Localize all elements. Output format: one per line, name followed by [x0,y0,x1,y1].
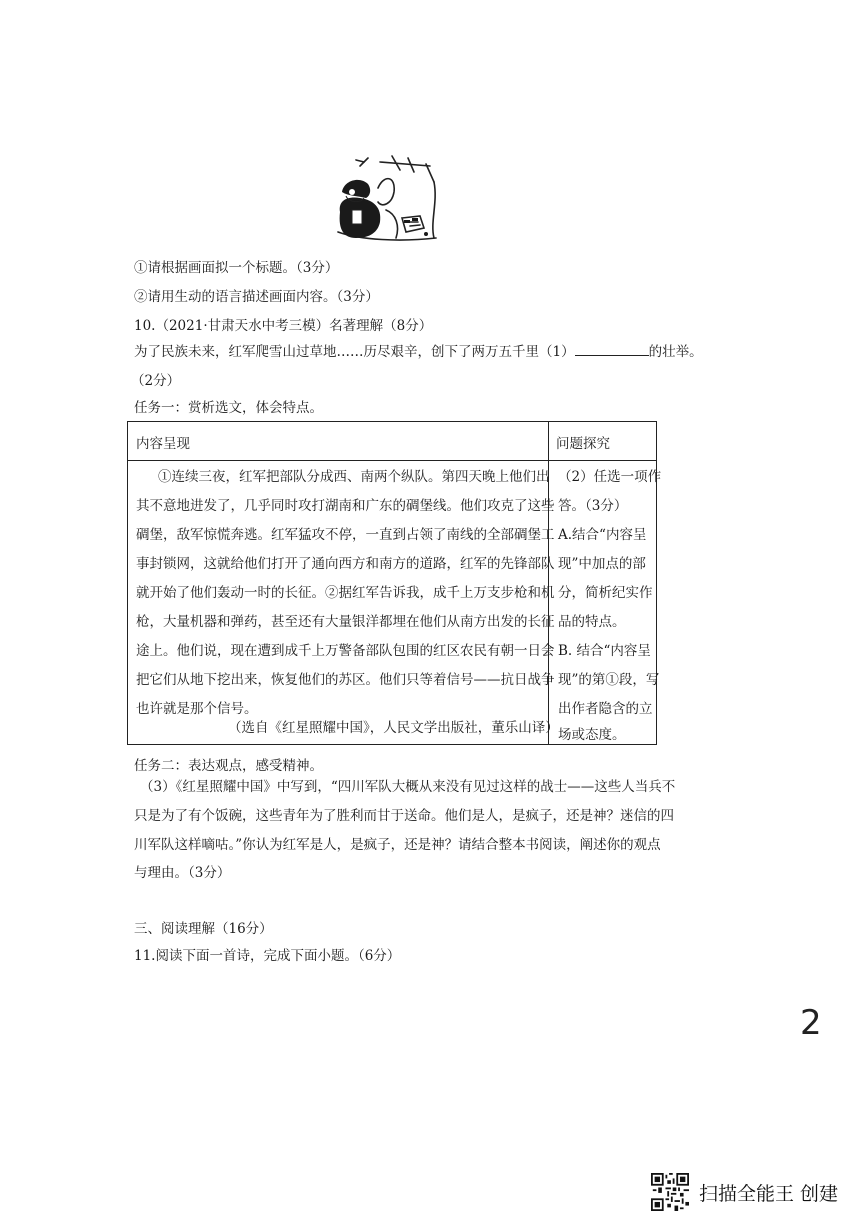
content-line: 其不意地进发了，几乎同时攻打湖南和广东的碉堡线。他们攻克了这些 [136,498,555,514]
question-3-line: 川军队这样嘀咕。”你认为红军是人，是疯子，还是神？请结合整本书阅读，阐述你的观点 [134,837,661,853]
question-3-line: （3）《红星照耀中国》中写到，“四川军队大概从来没有见过这样的战士——这些人当兵不 [140,779,676,795]
question-line: 现”中加点的部 [558,556,646,572]
question-3-line: 与理由。（3分） [134,865,231,881]
question-1: ①请根据画面拟一个标题。（3分） [134,260,339,276]
intro-text-a: 为了民族未来，红军爬雪山过草地……历尽艰辛，创下了两万五千里（1） [134,344,575,360]
question-line: 场或态度。 [558,727,626,743]
scanner-watermark [651,1173,838,1211]
task-1-heading: 任务一：赏析选文，体会特点。 [134,400,323,416]
question-line: A.结合“内容呈 [558,527,647,543]
question-line: 现”的第①段，写 [558,672,660,688]
question-10-score: （2分） [131,373,181,389]
content-line: 事封锁网，这就给他们打开了通向西方和南方的道路，红军的先锋部队 [136,556,555,572]
answer-blank [575,343,649,356]
section-3-heading: 三、阅读理解（16分） [134,921,273,937]
source-citation: （选自《红星照耀中国》，人民文学出版社，董乐山译） [228,720,559,736]
question-line: 分，简析纪实作 [558,585,653,601]
question-line: 答。（3分） [558,498,628,514]
cartoon-illustration [330,152,442,244]
content-line: 碉堡，敌军惊慌奔逃。红军猛攻不停，一直到占领了南线的全部碉堡工 [136,527,555,543]
question-3-line: 只是为了有个饭碗，这些青年为了胜利而甘于送命。他们是人，是疯子，还是神？迷信的四 [134,808,674,824]
question-line: 品的特点。 [558,614,626,630]
content-line: 途上。他们说，现在遭到成千上万警备部队包围的红区农民有朝一日会 [136,643,555,659]
task-2-heading: 任务二：表达观点，感受精神。 [134,758,323,774]
page-number: 2 [800,1003,822,1043]
content-line: 就开始了他们轰动一时的长征。②据红军告诉我，成千上万支步枪和机 [136,585,555,601]
content-line: ①连续三夜，红军把部队分成西、南两个纵队。第四天晚上他们出 [158,469,550,485]
content-line: 枪，大量机器和弹药，甚至还有大量银洋都埋在他们从南方出发的长征 [136,614,555,630]
question-11: 11.阅读下面一首诗，完成下面小题。（6分） [134,948,401,964]
question-10-intro [134,343,703,361]
content-line: 把它们从地下挖出来，恢复他们的苏区。他们只等着信号——抗日战争 [136,672,555,688]
question-line: B. 结合“内容呈 [558,643,651,659]
content-column-header: 内容呈现 [136,436,190,452]
question-2: ②请用生动的语言描述画面内容。（3分） [134,289,379,305]
intro-text-b: 的壮举。 [648,344,703,360]
question-column-header: 问题探究 [556,436,610,452]
qr-code-icon [651,1173,689,1211]
question-10-title: 10.（2021·甘肃天水中考三模）名著理解（8分） [134,318,433,334]
reading-table [127,421,662,745]
content-line: 也许就是那个信号。 [136,701,258,717]
watermark-text: 扫描全能王 创建 [699,1182,839,1205]
question-line: 出作者隐含的立 [558,701,653,717]
question-line: （2）任选一项作 [558,469,662,485]
